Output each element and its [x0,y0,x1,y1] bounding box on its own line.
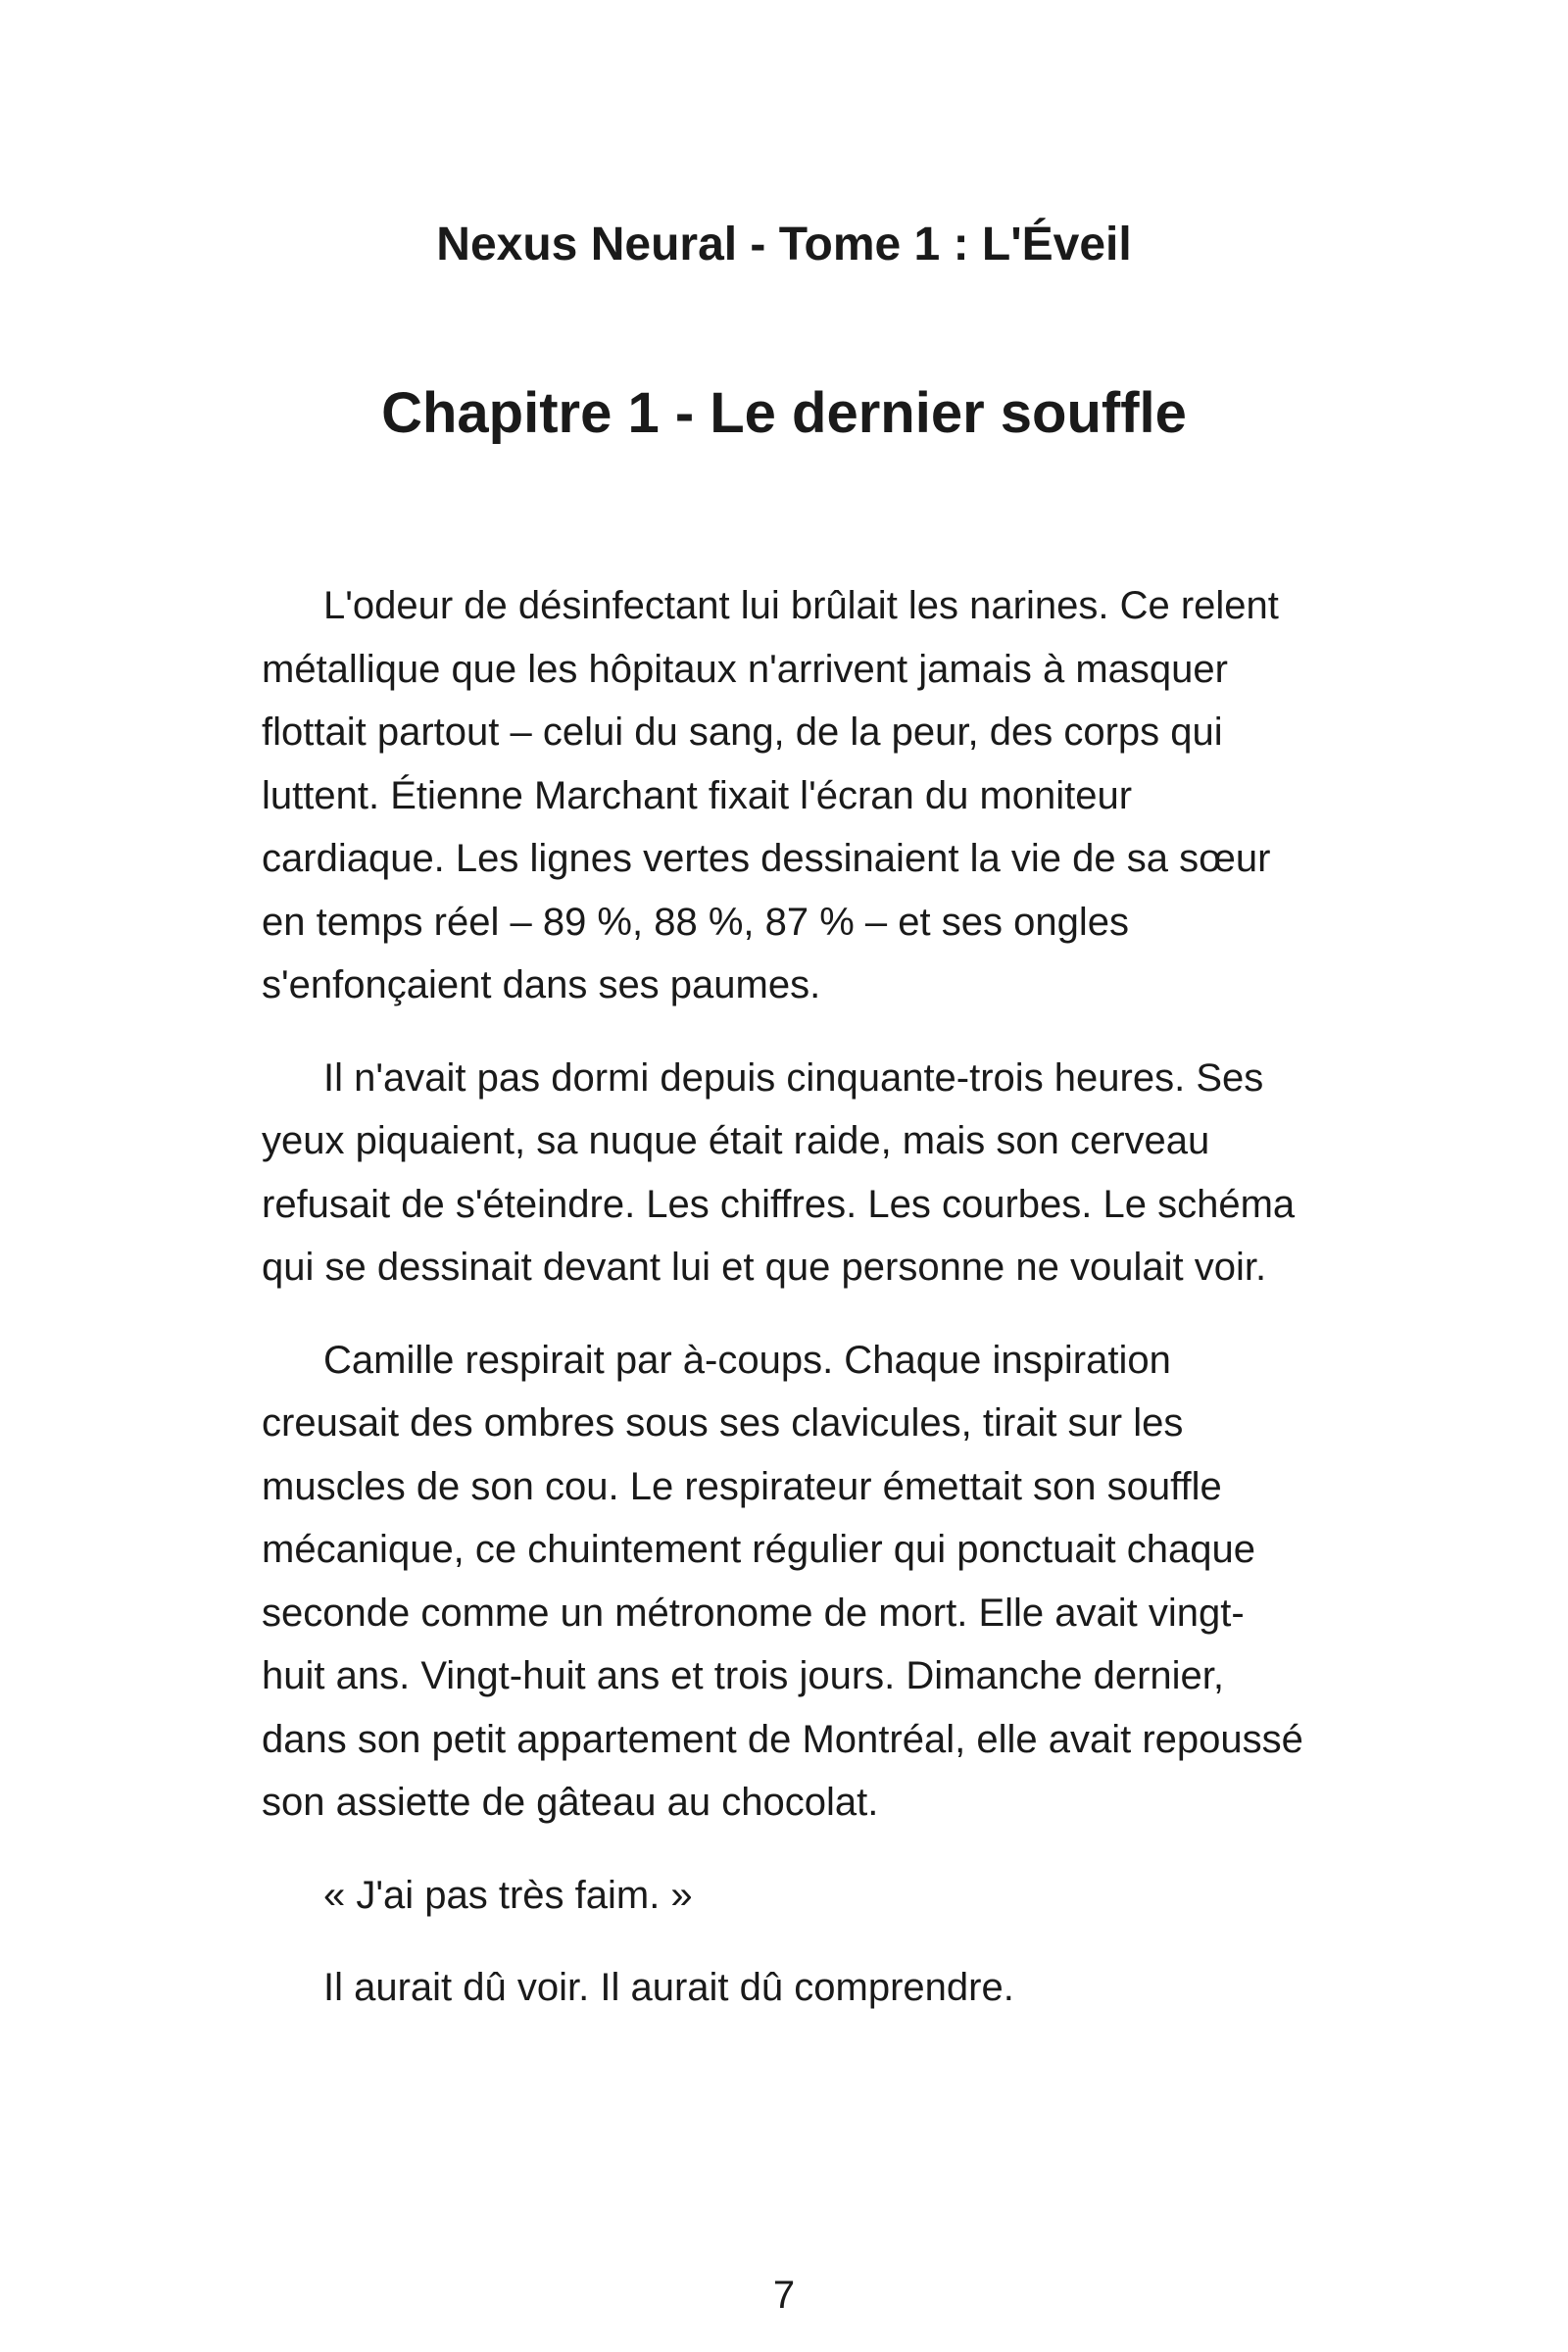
chapter-title: Chapitre 1 - Le dernier souffle [381,381,1187,445]
paragraph: L'odeur de désinfectant lui brûlait les narines. Ce relent métallique que les hôpitaux n'arrivent jamais à masquer flottait partout – celui du sang, de la peur, des corps qui luttent. Étienne Marchant fixait l'écran du moniteur cardiaque. Les lignes vertes dessinaient la vie de sa sœur en temps réel – 89 %, 88 %, 87 % – et ses ongles s'enfonçaient dans ses paumes. [262,584,1279,1006]
dialogue-line: « J'ai pas très faim. » [323,1873,693,1917]
book-title: Nexus Neural - Tome 1 : L'Éveil [436,219,1132,270]
paragraph: Il n'avait pas dormi depuis cinquante-trois heures. Ses yeux piquaient, sa nuque était raide, mais son cerveau refusait de s'éteindre. Les chiffres. Les courbes. Le schéma qui se dessinait devant lui et que personne ne voulait voir. [262,1055,1296,1289]
paragraph: Il aurait dû voir. Il aurait dû comprendre. [323,1966,1014,2009]
page-number: 7 [772,2274,796,2317]
paragraph: Camille respirait par à-coups. Chaque inspiration creusait des ombres sous ses clavicules, tirait sur les muscles de son cou. Le respirateur émettait son souffle mécanique, ce chuintement régulier qui ponctuait chaque seconde comme un métronome de mort. Elle avait vingt-huit ans. Vingt-huit ans et trois jours. Dimanche dernier, dans son petit appartement de Montréal, elle avait repoussé son assiette de gâteau au chocolat. [262,1338,1303,1824]
chapter-body [262,574,1306,2049]
